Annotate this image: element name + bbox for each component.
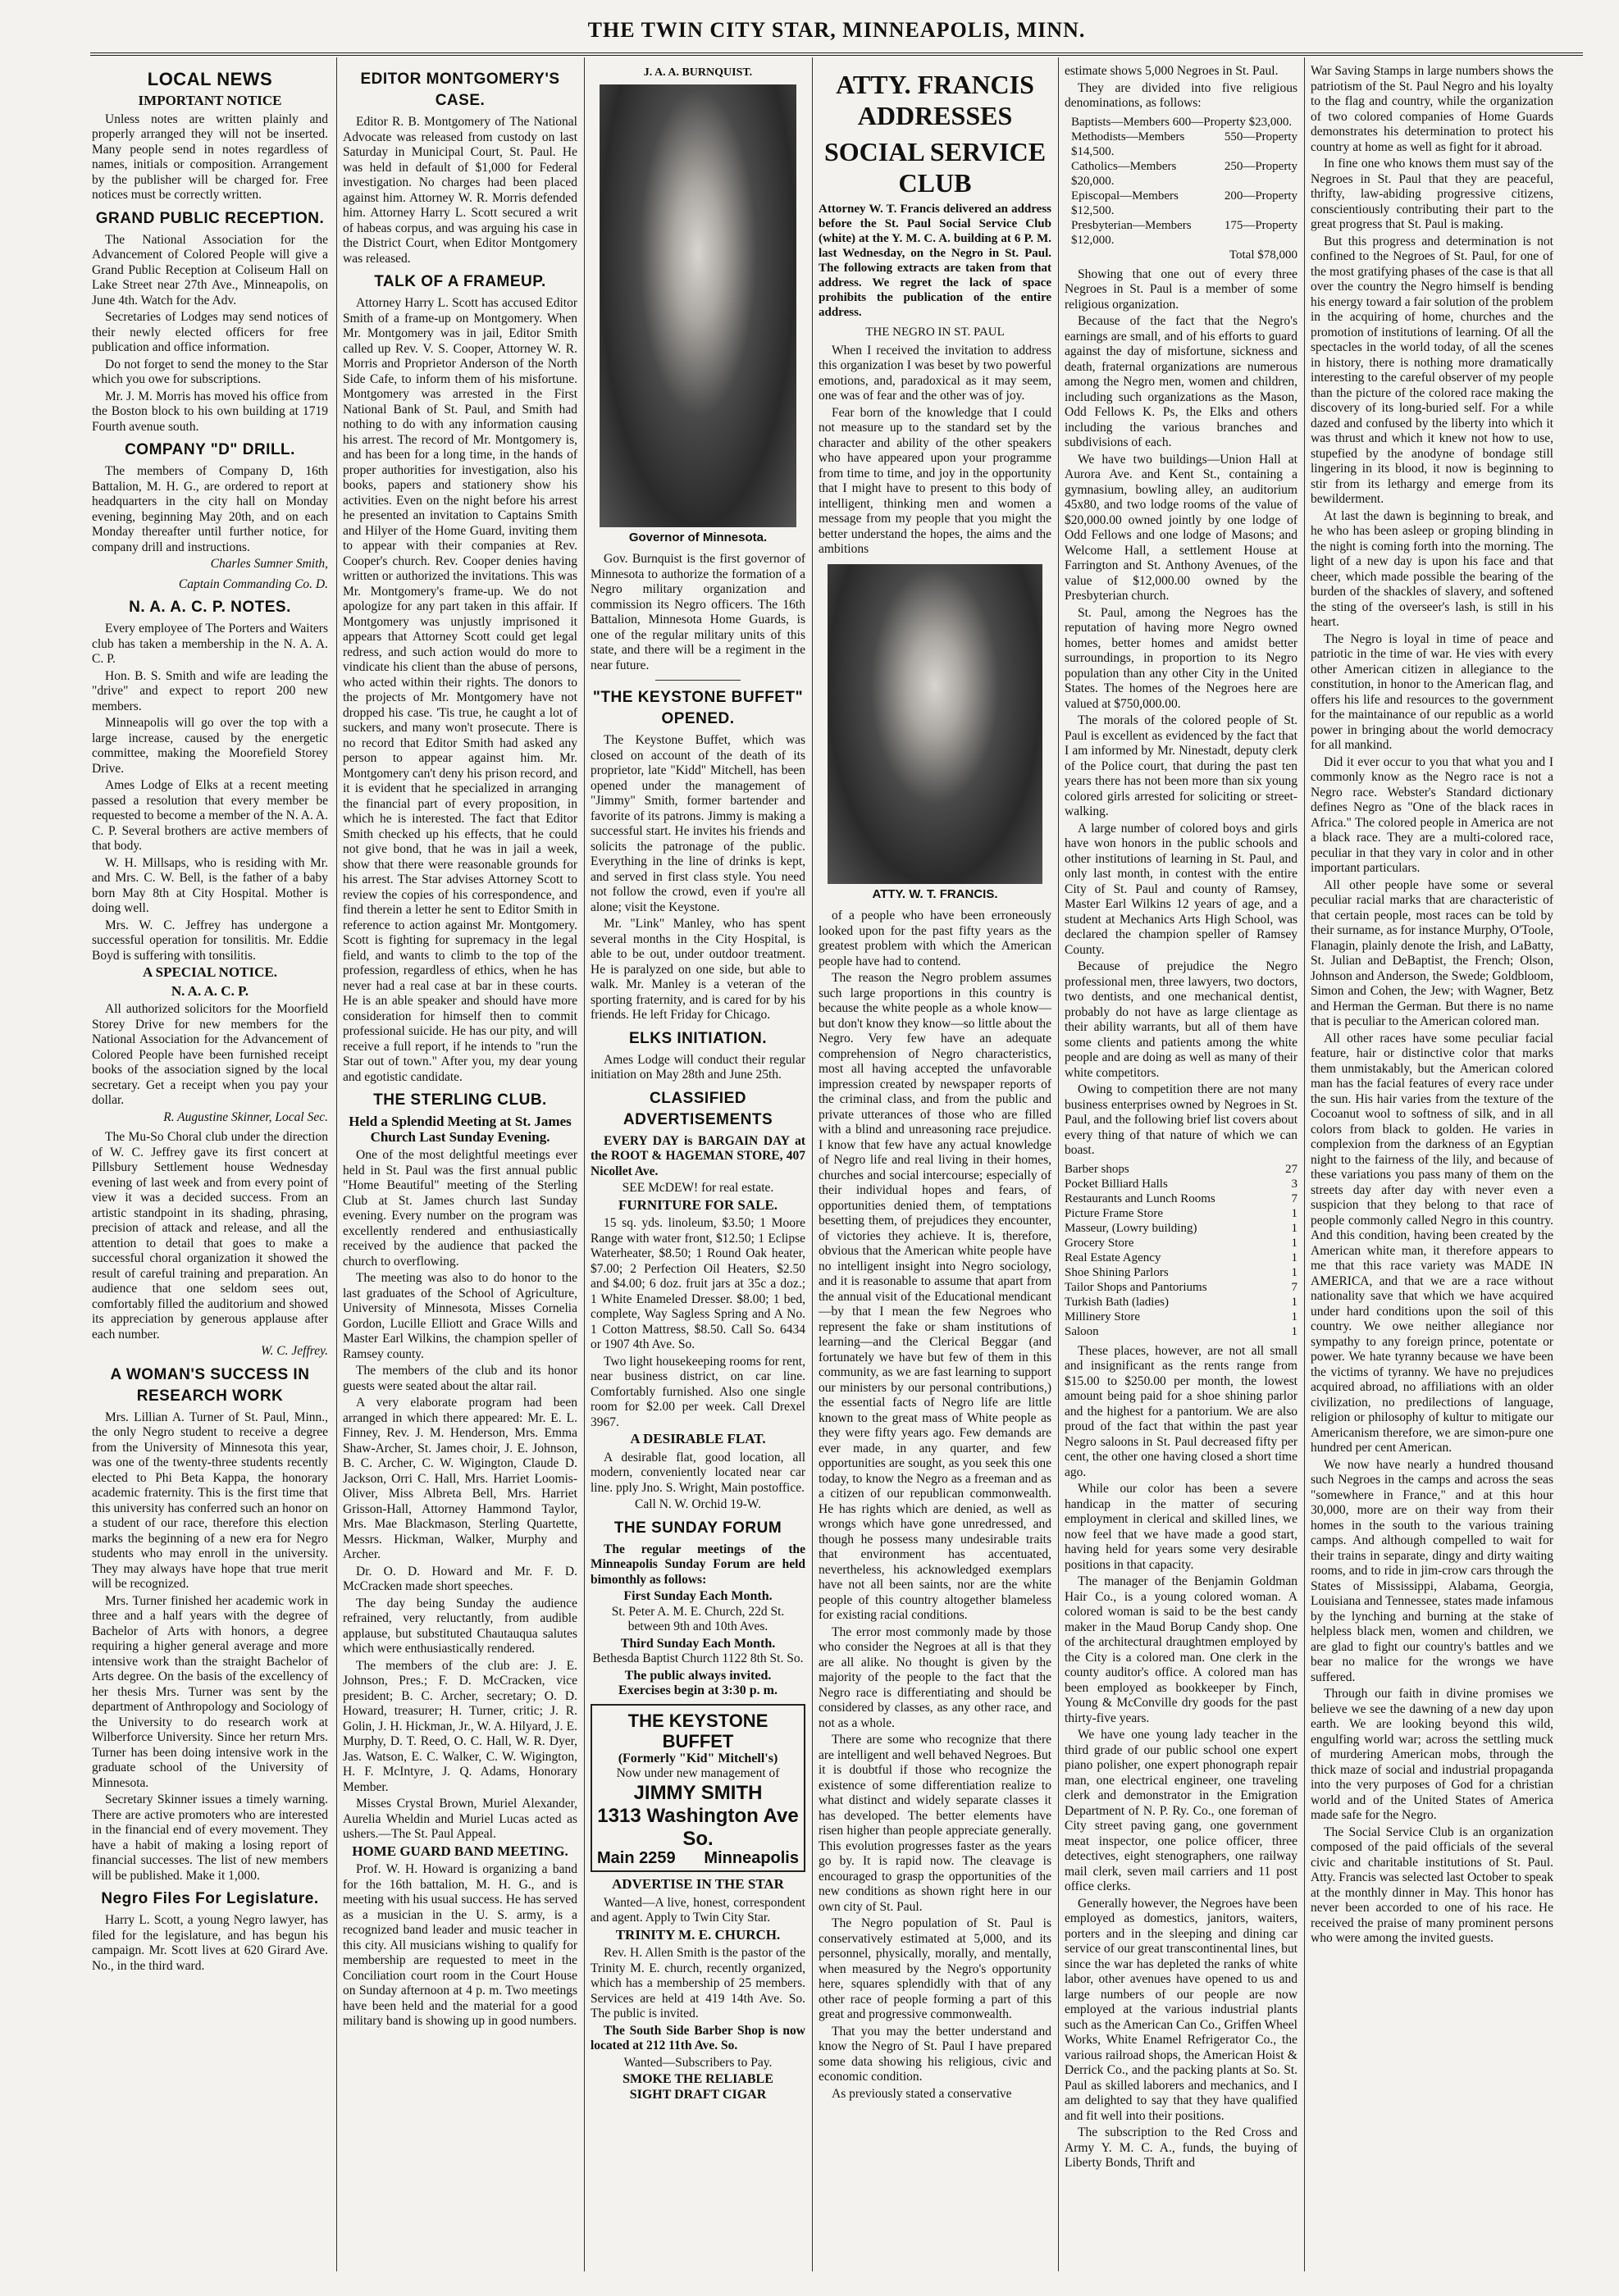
table-row <box>1065 1206 1297 1221</box>
francis-body: All other races have some peculiar facial feature, hair or distinctive color that marks them unmistakably, but the American colored man has the facial features of every race under the sun. His hair varies from the texture of the Cocoanut wool to softness of silk, and in all colors from black to golden. He varies in complexion from the darkness of an Egyptian night to the fairness of the lily, and because of these variations you pass many of them on the streets day after day with never even a suspicion that they belong to that race of people commonly called Negro in this country. And this condition, having been created by the American white man, it therefore appears to me that this race variety was MADE IN AMERICA, and that we are a race without nationality save that which we have acquired under hard conditions upon the soil of this country. We owe neither allegiance nor sympathy to any foreign prince, potentate or power. We hate tyranny because we have been the victims of tyranny. We have no prejudices acquired abroad, no affiliations with an older civilization, no predilections of language, religion or philosophy of kultur to mitigate our Americanism therefore, we are simon-pure one hundred per cent American. <box>1311 1031 1553 1455</box>
francis-caption: ATTY. W. T. FRANCIS. <box>872 886 998 901</box>
naacp-note: Hon. B. S. Smith and wife are leading the "drive" and expect to report 200 new members. <box>92 668 328 713</box>
social-service-note: The Social Service Club is an organization composed of the paid officials of the several civic and charitable institutions of St. Paul. Atty. Francis was selected last October to speak at the monthly dinner in May. This honor has never been accorded to one of his race. He received the praise of many prominent persons who were among the invited guests. <box>1311 1824 1553 1945</box>
francis-body: The manager of the Benjamin Goldman Hair Co., is a young colored woman. A colored woman is said to be the best candy maker in the Maud Borup Candy shop. One of the architectural draughtmen employed by the City is a colored man. One clerk in the county auditor's office. A colored man has been employed as bookkeeper by Finch, Young & McConville dry goods for the past thirty-five years. <box>1065 1574 1297 1725</box>
frameup-body: Attorney Harry L. Scott has accused Editor Smith of a frame-up on Montgomery. When Mr. Montgomery was in jail, Editor Smith called up Rev. V. S. Cooper, Attorney W. R. Morris and Proprietor Anderson of the North Side Cafe, to inform them of his misfortune. Montgomery was arrested in the First National Bank of St. Paul, and Smith had nothing to do with any information causing his arrest. The record of Mr. Montgomery is, and has been for a long time, in the hands of proper authorities for investigation, also his books, papers and stationery show his activities. Even on the night before his arrest he presented an invitation to Captains Smith and Hilyer of the Home Guard, inviting them to appear with their companies at Rev. Cooper's church. Rev. Cooper denies having written or authorized the invitations. This was Mr. Montgomery's frame-up. We do not apologize for any part taken in this affair. If Montgomery was unjustly imprisoned it appears that Attorney Scott could get legal redress, and such action would do more to vindicate his client than the abuse of persons, who acted within their rights. The donors to the projects of Mr. Montgomery have not dropped his case. 'Tis true, he caught a lot of suckers, and many won't prosecute. There is no record that Editor Smith had asked any person to appear against him. Mr. Montgomery can't deny his prison record, and it is evident that he specialized in arranging the financial part of every proposition, in which he is interested. The fact that Editor Smith checked up his effects, that he could not give bond, that he was in jail a week, show that there were reasonable grounds for his arrest. The Star advises Attorney Scott to review the copies of his correspondence, and find therein a letter he sent to Editor Smith in reference to action against Mr. Montgomery. Scott is fighting for supremacy in the legal field, and wants to climb to the top of the profession, regardless of ethics, when he has never had a real case at bar in these courts. He is an able speaker and should have more consideration for himself then to commit professional suicide. He has our pity, and will receive a full report, if he intends to "run the Star out of town." After you, my dear young and egotistic candidate. <box>343 296 577 1084</box>
francis-body: Fear born of the knowledge that I could not measure up to the standard set by the character and ability of the other speakers who have appeared upon your programme from time to time, and joy in the opportunity that I might have to present to this body of intelligent, thinking men and women a message from my people that you might the better understand the hopes, the aims and the ambitions <box>819 405 1051 556</box>
sterling-body: A very elaborate program had been arranged in which there appeared: Mr. E. L. Finney, Rev. J. M. Henderson, Mrs. Emma Shaw-Archer, St. James choir, J. E. Johnson, B. C. Archer, C. W. Wigington, Claude D. Jackson, Orri C. Hall, Mrs. Harriet Loomis-Oliver, Miss Albreta Bell, Mrs. Harriet Grisson-Hall, Attorney Hammond Taylor, Mrs. Mae Blackmason, Sterling Quartette, Messrs. Hickman, Walker, Murphy and Archer. <box>343 1396 577 1561</box>
forum-time: Exercises begin at 3:30 p. m. <box>618 1683 778 1697</box>
special-notice-signature: R. Augustine Skinner, Local Sec. <box>163 1109 328 1124</box>
flat-call: Call N. W. Orchid 19-W. <box>635 1497 761 1511</box>
portrait-caption: Governor of Minnesota. <box>628 530 768 544</box>
notice-body: Unless notes are written plainly and properly arranged they will not be inserted. Many people send in notes regardless of names, initials or composition. Arrangement by the publisher will be charged for. Free notices must be correctly written. <box>92 112 328 202</box>
business-count: 27 <box>1285 1162 1297 1176</box>
keystone-ad-city: Minneapolis <box>704 1848 799 1867</box>
francis-body: The error most commonly made by those who consider the Negroes at all is that they are all alike. No thought is given by the majority of the people to the fact that the Negro race is differentiating and should be considered by classes, as any other race, and not as a whole. <box>819 1624 1051 1730</box>
woman-success-body: Mrs. Lillian A. Turner of St. Paul, Minn., the only Negro student to receive a degree from the University of Minnesota this year, was one of the twenty-three students recently elected to Phi Beta Kappa, the honorary academic fraternity. This is the first time that this university has conferred such an honor on a student of our race, therefore this election marks the beginning of a new era for Negro students who may enroll in the university. They may always have hope that true merit will be recognized. <box>92 1410 328 1591</box>
secretaries-note: Secretaries of Lodges may send notices of their newly elected officers for free publication and office information. <box>92 310 328 354</box>
woman-success-body: Mrs. Turner finished her academic work in three and a half years with the degree of Bachelor of Arts with honors, a degree requiring a higher general average and more intensive work than the straight Bachelor of Arts degree. On the basis of the excellency of her thesis Mrs. Turner was sent by the department of Anthropology and Sociology of the University to do research work at Wilberforce University. Since her return Mrs. Turner has been doing intensive work in the graduate school of the University of Minnesota. <box>92 1593 328 1790</box>
business-count: 7 <box>1291 1191 1297 1205</box>
business-name: Picture Frame Store <box>1065 1206 1163 1220</box>
francis-body: War Saving Stamps in large numbers shows the patriotism of the St. Paul Negro and his loyalty to the flag and country, while the organization of two colored companies of Home Guards demonstrates his determination to protect his country at home as well as fight for it abroad. <box>1311 64 1553 154</box>
negro-files-body: Harry L. Scott, a young Negro lawyer, has filed for the legislature, and has begun his campaign. Mr. Scott lives at 620 Girard Ave. No., in the third ward. <box>92 1913 328 1973</box>
business-list <box>1065 1162 1297 1339</box>
column-rule <box>812 57 813 2271</box>
keystone-ad-phone: Main 2259 <box>597 1848 676 1867</box>
francis-body: While our color has been a severe handicap in the matter of securing employment in clerical and skilled lines, we now feel that we have made a good start, having held for years some very desirable positions in that capacity. <box>1065 1482 1297 1572</box>
keystone-ad-sub: (Formerly "Kid" Mitchell's) <box>618 1751 778 1765</box>
francis-body: Because of prejudice the Negro professional men, three lawyers, two doctors, two dentists, and one mechanical dentist, probably do not have as large clientage as their ability warrants, but all of them have some clients and patients among the white people and are doing as well as many of their white competitors. <box>1065 959 1297 1080</box>
table-row <box>1065 1177 1297 1191</box>
francis-body: As previously stated a conservative <box>832 2086 1012 2101</box>
forum-invited: The public always invited. <box>624 1668 772 1683</box>
business-count: 1 <box>1291 1295 1297 1309</box>
business-name: Barber shops <box>1065 1162 1129 1176</box>
francis-body: At last the dawn is beginning to break, and he who has been asleep or groping blinding in the night is coming forth into the morning. The light of a new day is upon his face and that cheer, which made possible the bearing of the burden of the shackles of slavery, and softened the sting of the overseer's lash, is still in his heart. <box>1311 508 1553 629</box>
naacp-heading: N. A. A. C. P. NOTES. <box>129 599 291 616</box>
francis-body: Showing that one out of every three Negroes in St. Paul is a member of some religious organization. <box>1065 266 1297 312</box>
naacp-note: Mrs. W. C. Jeffrey has undergone a successful operation for tonsilitis. Mr. Eddie Boyd is suffering with tonsilitis. <box>92 918 328 963</box>
business-name: Tailor Shops and Pantoriums <box>1065 1280 1207 1294</box>
sterling-body: The day being Sunday the audience refrained, very reluctantly, from audible applause, but substituted Chautauqua salutes which were enthusiastically rendered. <box>343 1596 577 1656</box>
francis-body: Through our faith in divine promises we believe we see the dawning of a new day upon earth. We are looking beyond this wild, engulfing world war; across the settling muck of murdering American mobs, through the thick maze of social and industrial propaganda into the very purposes of God for a christian world and of the United States of America made safe for the Negro. <box>1311 1687 1553 1822</box>
keystone-ad-title: THE KEYSTONE BUFFET <box>627 1710 768 1752</box>
table-row <box>1065 1191 1297 1206</box>
table-row <box>1065 1236 1297 1250</box>
sterling-subheading: Held a Splendid Meeting at St. James Church Last Sunday Evening. <box>349 1114 572 1145</box>
francis-body: estimate shows 5,000 Negroes in St. Paul. <box>1065 64 1279 78</box>
francis-body: The reason the Negro problem assumes such large proportions in this country is because the white people as a whole know—but don't know they know—so little about the Negro. Very few have an adequate comprehension of Negro characteristics, most all having accepted the unfavorable impression created by newspaper reports of the criminal class, and from the public and private utterances of those who are filled with a blind and unreasoning race prejudice. I know that few have any actual knowledge of Negro life and real living in their homes, churches and social intercourse; especially of their individual hopes and fears, of opportunities denied them, of temptations besetting them, of prejudices they encounter, of victories they achieve. It is, therefore, obvious that the American white people have no intelligent insight into Negro sociology, and it is reasonable to assume that apart from the annual visit of the Educational mendicant—by that I mean the few Negroes who represent the fake or sham institutions of learning—and the Clerical Beggar (and fortunately we have but few of them in this community, as we are fast learning to support our ministers by our personal contributions,) the essential facts of Negro life are little known to the great mass of White people as they were fifty years ago. Few demands are ever made, in any quarter, and few opportunities are sought, as you seek this one today, to know the Negro as a freeman and as a citizen of our republican commonwealth. He has rights which are denied, as well as wrongs which have gone unredressed, and though he possess many undesirable traits that environment has accentuated, nevertheless, his acknowledged exemplars have not all been saints, nor are the white people of this country altogether blameless for existing racial conditions. <box>819 971 1051 1622</box>
keystone-ad-mgmt: Now under new management of <box>616 1766 780 1780</box>
trinity-heading: TRINITY M. E. CHURCH. <box>615 1926 781 1943</box>
business-name: Pocket Billiard Halls <box>1065 1177 1168 1191</box>
francis-body: The Negro is loyal in time of peace and patriotic in the time of war. He vies with every other American citizen in allegiance to the constitution, in honor to the American flag, and offers his life and resources to the government for the maintainance of our republic as a world power in bringing about the world democracy for all mankind. <box>1311 631 1553 752</box>
francis-body: When I received the invitation to address this organization I was beset by two powerful emotions, and, paradoxical as it may seem, one was of fear and the other was of joy. <box>819 343 1051 403</box>
sterling-body: The members of the club are: J. E. Johnson, Pres.; F. D. McCracken, vice president; B. C. Archer, secretary; O. D. Howard, treasurer; H. Turner, critic; J. R. Golin, J. H. Hickman, Jr., W. A. Hilyard, J. E. Murphy, D. T. Reed, O. C. Hall, W. R. Dyer, Jas. Watson, E. C. Walker, C. W. Wigington, H. F. McIntyre, J. Q. Adams, Honorary Member. <box>343 1658 577 1794</box>
francis-body: The subscription to the Red Cross and Army Y. M. C. A., funds, the buying of Liberty Bonds, Thrift and <box>1065 2125 1297 2170</box>
column-rule <box>1304 57 1305 2271</box>
francis-body: Because of the fact that the Negro's earnings are small, and of his efforts to guard against the day of misfortune, sickness and death, fraternal organizations are numerous among the Negro men, women and children, including such organizations as the Mason, Odd Fellows K. Ps, the Elks and others including the various branches and subdivisions of each. <box>1065 314 1297 449</box>
table-row <box>1065 1295 1297 1310</box>
francis-body: That you may the better understand and know the Negro of St. Paul I have prepared some data showing his religious, civic and economic condition. <box>819 2024 1051 2084</box>
special-notice-heading: A SPECIAL NOTICE. <box>143 964 277 980</box>
advertise-heading: ADVERTISE IN THE STAR <box>612 1876 784 1892</box>
skinner-warning: Secretary Skinner issues a timely warning. There are active promoters who are interested in the financial end of every movement. They have a habit of making a losing report of financial successes. The list of new members will be published. Make it 1,000. <box>92 1793 328 1883</box>
business-count: 1 <box>1291 1250 1297 1264</box>
business-count: 1 <box>1291 1221 1297 1235</box>
keystone-ad-address: 1313 Washington Ave So. <box>597 1804 799 1850</box>
furniture-heading: FURNITURE FOR SALE. <box>618 1196 778 1213</box>
table-row <box>1065 1250 1297 1265</box>
forum-first: First Sunday Each Month. <box>623 1589 773 1603</box>
business-name: Restaurants and Lunch Rooms <box>1065 1191 1215 1205</box>
francis-dek: Attorney W. T. Francis delivered an address before the St. Paul Social Service Club (white) at the Y. M. C. A. building at 6 P. M. last Wednesday, on the Negro in St. Paul. The following extracts are taken from that address. We regret the lack of space prohibits the publication of the entire address. <box>819 203 1051 319</box>
musoc-note: The Mu-So Choral club under the direction of W. C. Jeffrey gave its first concert at Pillsbury Settlement house Wednesday evening of last week and from every point of view it was a decided success. From an artistic standpoint in its shading, phrasing, precision of attack and release, and all the attention to detail that goes to make a successful choral organization it showed the result of careful training and preparation. An audience that one seldom sees out, comfortably filled the auditorium and showed its appreciation by generous applause after each number. <box>92 1130 328 1342</box>
sterling-body: Misses Crystal Brown, Muriel Alexander, Aurelia Wheldin and Muriel Lucas acted as ushers.—The St. Paul Appeal. <box>343 1797 577 1841</box>
negro-subheading: THE NEGRO IN ST. PAUL <box>865 326 1005 339</box>
company-signature: Charles Sumner Smith, <box>210 557 328 571</box>
morris-note: Mr. J. M. Morris has moved his office from the Boston block to his own building at 1719 Fourth avenue south. <box>92 389 328 434</box>
money-note: Do not forget to send the money to the Star which you owe for subscriptions. <box>92 357 328 386</box>
keystone-ad-name: JIMMY SMITH <box>633 1781 763 1804</box>
band-heading: HOME GUARD BAND MEETING. <box>352 1843 568 1859</box>
list-item: Presbyterian—Members 175—Property $12,000. <box>1071 218 1297 247</box>
cigar-ad: SMOKE THE RELIABLE <box>623 2072 773 2086</box>
business-name: Saloon <box>1065 1324 1099 1338</box>
denominations-list <box>1071 115 1297 262</box>
francis-body: of a people who have been erroneously looked upon for the past fifty years as the greatest problem with which the American people have had to contend. <box>819 909 1051 968</box>
table-row <box>1065 1265 1297 1280</box>
francis-body: We now have nearly a hundred thousand such Negroes in the camps and across the seas "somewhere in France," and at this hour 30,000, more are on their way from their homes in the south to the various training camps. And although compelled to wait for their trains in separate, dingy and dirty waiting rooms, and to ride in jim-crow cars through the States of Mississippi, Alabama, Georgia, Louisiana and Tennessee, states made infamous by the lynching and burning at the stake of helpless black men, women and children, we are glad to fight our country's battles and we bear no malice for the wrongs we have suffered. <box>1311 1457 1553 1684</box>
denominations-total: Total $78,000 <box>1229 248 1297 262</box>
business-count: 1 <box>1291 1265 1297 1279</box>
flat-body: A desirable flat, good location, all modern, conveniently located near car line. pply Jno. S. Wright, Main postoffice. <box>591 1450 805 1495</box>
notice-heading: IMPORTANT NOTICE <box>138 93 282 108</box>
masthead-rule <box>90 52 1583 56</box>
list-item: Baptists—Members 600—Property $23,000. <box>1071 115 1293 129</box>
forum-third-location: Bethesda Baptist Church 1122 8th St. So. <box>592 1651 804 1665</box>
table-row <box>1065 1310 1297 1324</box>
portrait-label: J. A. A. BURNQUIST. <box>643 66 753 79</box>
wanted-correspondent: Wanted—A live, honest, correspondent and agent. Apply to Twin City Star. <box>591 1895 805 1925</box>
business-name: Grocery Store <box>1065 1236 1134 1250</box>
column-2 <box>343 64 577 2271</box>
table-row <box>1065 1324 1297 1339</box>
flat-heading: A DESIRABLE FLAT. <box>630 1431 766 1446</box>
business-count: 1 <box>1291 1310 1297 1323</box>
sterling-body: The members of the club and its honor guests were seated about the altar rail. <box>343 1364 577 1393</box>
special-notice-sub: N. A. A. C. P. <box>171 982 249 999</box>
montgomery-body: Editor R. B. Montgomery of The National Advocate was released from custody on last Saturday in Municipal Court, St. Paul. He was held in default of $1,000 for Federal investigation. No charges had been placed against him. Attorney W. R. Morris defended him. Attorney Harry L. Scott secured a writ of habeas corpus, and was arguing his case in the District Court, when Editor Montgomery was released. <box>343 115 577 266</box>
francis-body: We have one young lady teacher in the third grade of our public school one expert piano polisher, one expert phonograph repair man, one electrical engineer, one traveling clerk and demonstrator in the Emigration Department of N. P. Ry. Co., one foreman of City street paving gang, one government meat inspector, one police officer, three detectives, eight stenographers, one railway mail clerk, seven mail carriers and 11 post office clerks. <box>1065 1728 1297 1893</box>
francis-body: The Negro population of St. Paul is conservatively estimated at 5,000, and its personnel, physically, morally, and mentally, when measured by the Negro's opportunity here, squares splendidly with that of any other race of people forming a part of this great and progressive commonwealth. <box>819 1916 1051 2021</box>
naacp-note: W. H. Millsaps, who is residing with Mr. and Mrs. C. W. Bell, is the father of a baby born May 8th at City Hospital. Mother is doing well. <box>92 855 328 915</box>
keystone-heading: "THE KEYSTONE BUFFET" OPENED. <box>592 689 804 727</box>
classified-heading: CLASSIFIED ADVERTISEMENTS <box>623 1089 773 1128</box>
business-count: 1 <box>1291 1206 1297 1220</box>
list-item: Episcopal—Members 200—Property $12,500. <box>1071 189 1297 217</box>
table-row <box>1065 1280 1297 1295</box>
keystone-body: The Keystone Buffet, which was closed on account of the death of its proprietor, late "Kidd" Mitchell, has been opened under the management of "Jimmy" Smith, former bartender and favorite of its patrons. Jimmy is making a successful start. He invites his friends and solicits the patronage of the public. Everything in the line of drinks is kept, and served in first class style. You need not follow the crowd, even if you're all alone; visit the Keystone. <box>591 733 805 914</box>
forum-body: The regular meetings of the Minneapolis Sunday Forum are held bimonthly as follows: <box>591 1542 805 1587</box>
naacp-note: Every employee of The Porters and Waiters club has taken a membership in the N. A. A. C. P. <box>92 622 328 666</box>
frameup-heading: TALK OF A FRAMEUP. <box>374 273 546 290</box>
company-signature-title: Captain Commanding Co. D. <box>178 576 328 591</box>
business-count: 7 <box>1291 1280 1297 1294</box>
company-body: The members of Company D, 16th Battalion, M. H. G., are ordered to report at headquarters in the city hall on Monday evening, beginning May 20th, and on each Monday thereafter until further notice, for company drill and instructions. <box>92 464 328 554</box>
francis-headline-2: SOCIAL SERVICE CLUB <box>823 137 1047 198</box>
trinity-body: Rev. H. Allen Smith is the pastor of the Trinity M. E. church, recently organized, which has a membership of 25 members. Services are held at 419 14th Ave. So. The public is invited. <box>591 1946 805 2020</box>
forum-third: Third Sunday Each Month. <box>620 1636 776 1651</box>
francis-body: There are some who recognize that there are intelligent and well behaved Negroes. But it is doubtful if those who recognize the existence of some differentiation realize to what distinct and widely separate classes it has developed. The better elements have risen higher than people appreciate generally. This evolution progresses faster as the years go by. It is rapid now. The cleavage is encouraged to grasp the opportunities of the new conditions as shown right here in our own city of St. Paul. <box>819 1733 1051 1914</box>
company-heading: COMPANY "D" DRILL. <box>125 441 295 458</box>
woman-success-heading: A WOMAN'S SUCCESS IN RESEARCH WORK <box>110 1365 310 1405</box>
francis-portrait <box>828 564 1042 884</box>
manley-note: Mr. "Link" Manley, who has spent several months in the City Hospital, is able to be out, under outdoor treatment. He is paralyzed on one side, but able to walk. Mr. Manley is a veteran of the sporting fraternity, and is cared for by his friends. He left Friday for Chicago. <box>591 917 805 1022</box>
francis-body: The morals of the colored people of St. Paul is excellent as evidenced by the fact that I am informed by Mr. Ninestadt, deputy clerk of the Police court, that during the past ten years there has not been more than six young colored girls arrested for soliciting or street-walking. <box>1065 713 1297 818</box>
business-name: Turkish Bath (ladies) <box>1065 1295 1169 1309</box>
governor-portrait <box>600 84 796 527</box>
business-count: 1 <box>1291 1324 1297 1338</box>
table-row <box>1065 1221 1297 1236</box>
furniture-body: 15 sq. yds. linoleum, $3.50; 1 Moore Range with water front, $12.50; 1 Eclipse Waterheater, $8.50; 1 Round Oak heater, $7.00; 2 Perfection Oil Heaters, $2.50 and $4.00; 6 doz. fruit jars at 35c a doz.; 1 White Enameled Dresser. $8.00; 1 bed, complete, Way Sagless Spring and A No. 1 Cotton Mattress, $8.50. Call So. 6434 or 1907 4th Ave. So. <box>591 1216 805 1351</box>
sterling-heading: THE STERLING CLUB. <box>373 1091 547 1109</box>
column-rule <box>336 57 337 2271</box>
cigar-ad-name: SIGHT DRAFT CIGAR <box>629 2087 767 2102</box>
forum-heading: THE SUNDAY FORUM <box>613 1519 782 1537</box>
francis-headline: ATTY. FRANCIS ADDRESSES <box>836 70 1034 130</box>
business-name: Millinery Store <box>1065 1310 1141 1323</box>
francis-body: In fine one who knows them must say of the Negroes in St. Paul that they are peaceful, thrifty, law-abiding progressive citizens, conscientiously contributing their part to the great progress that St. Paul is making. <box>1311 157 1553 231</box>
mcdew-ad: SEE McDEW! for real estate. <box>622 1181 774 1195</box>
business-count: 3 <box>1291 1177 1297 1191</box>
sterling-body: Dr. O. D. Howard and Mr. F. D. McCracken made short speeches. <box>343 1564 577 1593</box>
column-rule <box>1058 57 1059 2271</box>
column-3 <box>591 64 805 2271</box>
barber-note: The South Side Barber Shop is now located at 212 11th Ave. So. <box>591 2023 805 2052</box>
naacp-note: Ames Lodge of Elks at a recent meeting passed a resolution that every member be requested to become a member of the N. A. A. C. P. Several brothers are active members of that body. <box>92 778 328 853</box>
francis-body: Generally however, the Negroes have been employed as domestics, janitors, waiters, porters and in the sleeping and dining car service of our great transcontinental lines, but since the war has depleted the ranks of white labor, other avenues have opened to us and large numbers of our people are now employed at the various industrial plants such as the American Can Co., Griffen Wheel Works, White Enamel Refrigerator Co., the various railroad shops, the American Hoist & Derrick Co., and the packing plants at So. St. Paul as skilled laborers and mechanics, and I am delighted to say that they have qualified and fit well into their positions. <box>1065 1896 1297 2123</box>
francis-body: All other people have some or several peculiar racial marks that are characteristic of that certain people, most races can be told by their surname, as for instance Murphy, O'Toole, Flanagin, plainly denote the Irish, and LaBatty, St. Julian and DeBaptist, the French; Olson, Johnson and Anderson, the Swede; Goldbloom, Simon and Cohen, the Jew; with Wagner, Betz and Herman the German. But there is no name that is peculiar to the American colored man. <box>1311 877 1553 1028</box>
naacp-note: Minneapolis will go over the top with a large increase, caused by the energetic committee, making the Moorefield Storey Drive. <box>92 716 328 776</box>
forum-first-location: St. Peter A. M. E. Church, 22d St. between 9th and 10th Aves. <box>611 1604 785 1633</box>
keystone-ad-contact <box>597 1848 799 1867</box>
masthead: THE TWIN CITY STAR, MINNEAPOLIS, MINN. <box>587 18 1086 42</box>
keystone-ad <box>591 1704 805 1873</box>
list-item: Methodists—Members 550—Property $14,500. <box>1071 130 1297 158</box>
francis-body: St. Paul, among the Negroes has the reputation of having more Negro owned homes, better homes and amidst better surroundings, in proportion to its Negro population than any other City in the United States. The homes of the Negroes here are valued at $750,000.00. <box>1065 605 1297 711</box>
special-notice-body: All authorized solicitors for the Moorfield Storey Drive for new members for the National Association for the Advancement of Colored People have been furnished receipt books of the association signed by the local secretary. Get a receipt when you pay your dollar. <box>92 1002 328 1107</box>
francis-body: Owing to competition there are not many business enterprises owned by Negroes in St. Paul, and the following brief list covers about every thing of that nature of which we can boast. <box>1065 1082 1297 1157</box>
negro-files-heading: Negro Files For Legislature. <box>101 1890 319 1907</box>
elks-body: Ames Lodge will conduct their regular initiation on May 28th and June 25th. <box>591 1052 805 1082</box>
column-5 <box>1065 64 1297 2271</box>
column-rule <box>584 57 585 2271</box>
band-body: Prof. W. H. Howard is organizing a band for the 16th battalion, M. H. G., and is meeting with his usual success. He has served as a musician in the U. S. army, is a recognized band leader and music teacher in this city. All musicians wishing to qualify for membership are requested to meet in the Conciliation court room in the Court House on Sunday afternoon at 4 p. m. Two meetings have been held and the material for a good military band is showing up in good numbers. <box>343 1862 577 2028</box>
francis-body: But this progress and determination is not confined to the Negroes of St. Paul, for one of the most gratifying phases of the case is that all over the country the Negro himself is bending his energy toward a fair solution of the problem in the acquiring of home, churches and the promotion of institutions of learning. Of all the spectacles in the world today, of all the scenes in history, there is nothing more dramatically interesting to the careful observer of my people than the picture of the colored race making the discovery of its long-buried self. For a while dazed and confused by the liberty into which it was thrust and which it knew not how to use, stupefied by the anodyne of bondage still lingering in its blood, it now is beginning to stir from its lethargy and emerge from its bewilderment. <box>1311 234 1553 506</box>
table-row <box>1065 1162 1297 1177</box>
reception-heading: GRAND PUBLIC RECEPTION. <box>95 209 325 227</box>
column-6 <box>1311 64 1553 2271</box>
list-item: Catholics—Members 250—Property $20,000. <box>1071 159 1297 188</box>
bargain-ad: EVERY DAY is BARGAIN DAY at the ROOT & HAGEMAN STORE, 407 Nicollet Ave. <box>591 1133 805 1178</box>
column-1 <box>92 64 328 2271</box>
reception-body: The National Association for the Advancement of Colored People will give a Grand Public Reception at Coliseum Hall on Lake Street near 27th Ave., Minneapolis, on June 4th. Watch for the Adv. <box>92 232 328 308</box>
francis-body: Did it ever occur to you that what you and I commonly know as the Negro race is not a Negro race. Webster's Standard dictionary defines Negro as "One of the black races in Africa." The colored people in America are not a black race. They are a multi-colored race, peculiar in that they vary in color and in other important particulars. <box>1311 754 1553 875</box>
column-4 <box>819 64 1051 2271</box>
business-count: 1 <box>1291 1236 1297 1250</box>
francis-body: A large number of colored boys and girls have won honors in the public schools and other institutions of learning in St. Paul, and only last month, in contest with the entire City of St. Paul and county of Ramsey, Master Earl Wilkins 12 years of age, and a student at Mechanics Arts High School, was declared the champion speller of Ramsey County. <box>1065 821 1297 957</box>
local-news-heading: LOCAL NEWS <box>147 69 273 89</box>
sterling-body: One of the most delightful meetings ever held in St. Paul was the first annual public "Home Beautiful" meeting of the Sterling Club at St. James church last Sunday evening. Every number on the program was excellently rendered and enthusiastically received by the audience that packed the church to overflowing. <box>343 1148 577 1269</box>
sterling-body: The meeting was also to do honor to the last graduates of the School of Agriculture, University of Minnesota, Misses Cornelia Gordon, Lucille Elliott and Grace Wills and Master Earl Wilkins, the champion speller of Ramsey county. <box>343 1271 577 1361</box>
divider <box>655 680 741 681</box>
business-name: Masseur, (Lowry building) <box>1065 1221 1197 1235</box>
business-name: Real Estate Agency <box>1065 1250 1161 1264</box>
burnquist-body: Gov. Burnquist is the first governor of Minnesota to authorize the formation of a Negro military organization and commission its Negro officers. The 16th Battalion, Minnesota Home Guards, is one of the regular military units of this state, and there will be a regiment in the near future. <box>591 552 805 672</box>
wanted-subscribers: Wanted—Subscribers to Pay. <box>623 2055 773 2070</box>
francis-body: These places, however, are not all small and insignificant as the rents range from $15.00 to $250.00 per month, the lowest amount being paid for a shoe shining parlor and the highest for a pantorium. We are also proud of the fact that within the past year Negro saloons in St. Paul decreased fifty per cent, the other one having closed a short time ago. <box>1065 1343 1297 1479</box>
elks-heading: ELKS INITIATION. <box>628 1029 768 1047</box>
montgomery-heading: EDITOR MONTGOMERY'S CASE. <box>360 71 560 109</box>
francis-body: We have two buildings—Union Hall at Aurora Ave. and Kent St., containing a gymnasium, bowling alley, an auditorium 45x80, and two lodge rooms of the value of $20,000.00 owned jointly by one lodge of Odd Fellows and one lodge of Masons; and Welcome Hall, a settlement House at Farrington and St. Anthony Avenues, of the value of $12,000.00 owned by the Presbyterian church. <box>1065 452 1297 603</box>
francis-body: They are divided into five religious denominations, as follows: <box>1065 80 1297 110</box>
musoc-signature: W. C. Jeffrey. <box>261 1344 328 1358</box>
rooms-ad: Two light housekeeping rooms for rent, near business district, on car line. Comfortably furnished. Also one single room for $2.00 per week. Call Drexel 3967. <box>591 1354 805 1429</box>
business-name: Shoe Shining Parlors <box>1065 1265 1169 1279</box>
